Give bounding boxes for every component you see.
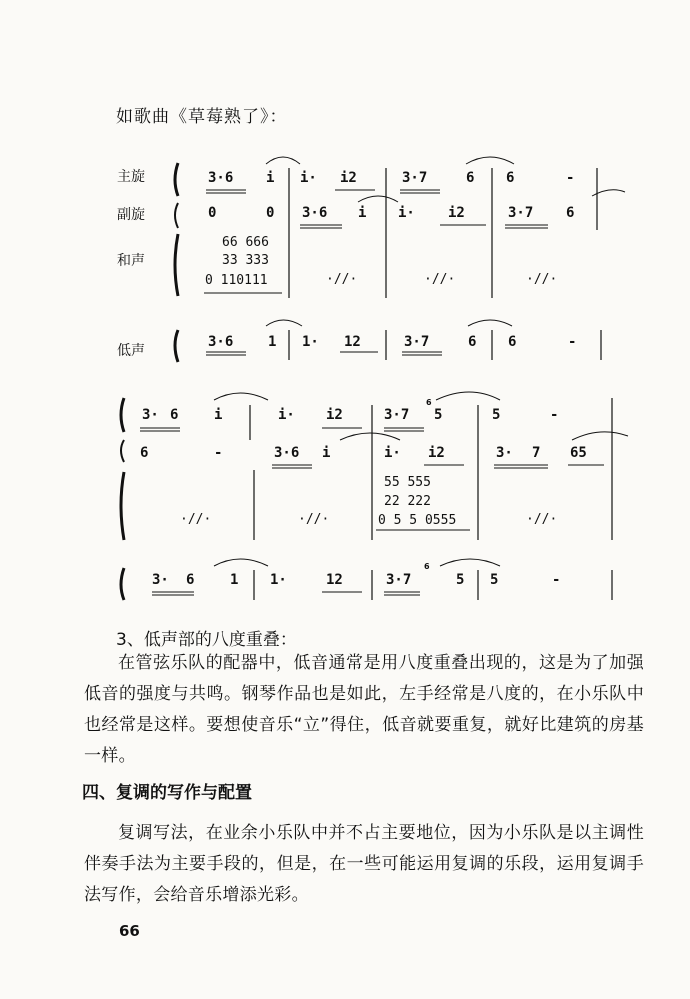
note: i· <box>278 407 295 423</box>
note: 1· <box>270 572 287 588</box>
note: 3·7 <box>508 205 534 221</box>
section-4-heading: 四、复调的写作与配置 <box>82 783 252 803</box>
note: - <box>214 445 223 461</box>
simile-mark: ·//· <box>424 272 456 287</box>
part-label-countermelody: 副旋 <box>117 207 145 223</box>
note: i2 <box>448 205 465 221</box>
part-label-bass: 低声 <box>117 343 145 359</box>
note: i· <box>384 445 401 461</box>
note: 3·6 <box>274 445 300 461</box>
intro-line: 如歌曲《草莓熟了》： <box>116 107 288 127</box>
note: 1· <box>302 334 319 350</box>
note: 3·7 <box>404 334 430 350</box>
section-3-title: 3、低声部的八度重叠： <box>116 630 297 650</box>
note: 6 <box>170 407 179 423</box>
paragraph-bass-octave: 在管弦乐队的配器中，低音通常是用八度重叠出现的，这是为了加强低音的强度与共鸣。钢琴作品也是如此，左手经常是八度的，在小乐队中也经常是这样。要想使音乐“立”得住，低音就要重复，就好比建筑的房基一样。 <box>84 653 644 766</box>
note: 3· <box>142 407 159 423</box>
note: 3·7 <box>384 407 410 423</box>
note: 65 <box>570 445 587 461</box>
note: 3· <box>152 572 169 588</box>
note: - <box>552 572 561 588</box>
note: i <box>322 445 331 461</box>
simile-mark: ·//· <box>180 512 212 527</box>
note: - <box>568 334 577 350</box>
note: 5 <box>490 572 499 588</box>
note: i· <box>398 205 415 221</box>
paragraph-polyphony: 复调写法，在业余小乐队中并不占主要地位，因为小乐队是以主调性伴奏手法为主要手段的，但是，在一些可能运用复调的乐段，运用复调手法写作，会给音乐增添光彩。 <box>84 823 644 905</box>
note: 12 <box>326 572 343 588</box>
note: 12 <box>344 334 361 350</box>
simile-mark: ·//· <box>526 512 558 527</box>
note: 3·7 <box>402 170 428 186</box>
note: 6 <box>566 205 575 221</box>
harmony-line: 22 222 <box>384 494 431 509</box>
note: 3·6 <box>302 205 328 221</box>
note: i· <box>300 170 317 186</box>
note: 1 <box>230 572 239 588</box>
note: i2 <box>326 407 343 423</box>
note: 6 <box>508 334 517 350</box>
note: 7 <box>532 445 541 461</box>
harmony-line: 0 5 5 0555 <box>378 513 457 528</box>
note: 1 <box>268 334 277 350</box>
note: 6 <box>468 334 477 350</box>
note: 0 <box>266 205 275 221</box>
note: 3· <box>496 445 513 461</box>
note: 6 <box>140 445 149 461</box>
note: i <box>358 205 367 221</box>
note: 3·6 <box>208 170 234 186</box>
note: 6 <box>506 170 515 186</box>
note: - <box>566 170 575 186</box>
note: 5 <box>434 407 443 423</box>
grace-note: 6 <box>426 398 432 407</box>
note: 3·7 <box>386 572 412 588</box>
simile-mark: ·//· <box>526 272 558 287</box>
harmony-line: 55 555 <box>384 475 431 490</box>
note: 6 <box>186 572 195 588</box>
note: 5 <box>492 407 501 423</box>
note: 0 <box>208 205 217 221</box>
note: i2 <box>428 445 445 461</box>
grace-note: 6 <box>424 562 430 571</box>
harmony-line: 66 666 <box>222 235 269 250</box>
harmony-line: 33 333 <box>222 253 269 268</box>
note: i <box>214 407 223 423</box>
note: i2 <box>340 170 357 186</box>
simile-mark: ·//· <box>298 512 330 527</box>
part-label-harmony: 和声 <box>117 253 145 269</box>
note: - <box>550 407 559 423</box>
note: 6 <box>466 170 475 186</box>
harmony-line: 0 110111 <box>205 273 268 288</box>
note: 5 <box>456 572 465 588</box>
note: 3·6 <box>208 334 234 350</box>
simile-mark: ·//· <box>326 272 358 287</box>
page-number: 66 <box>119 922 140 940</box>
part-label-melody: 主旋 <box>117 169 145 185</box>
note: i <box>266 170 275 186</box>
